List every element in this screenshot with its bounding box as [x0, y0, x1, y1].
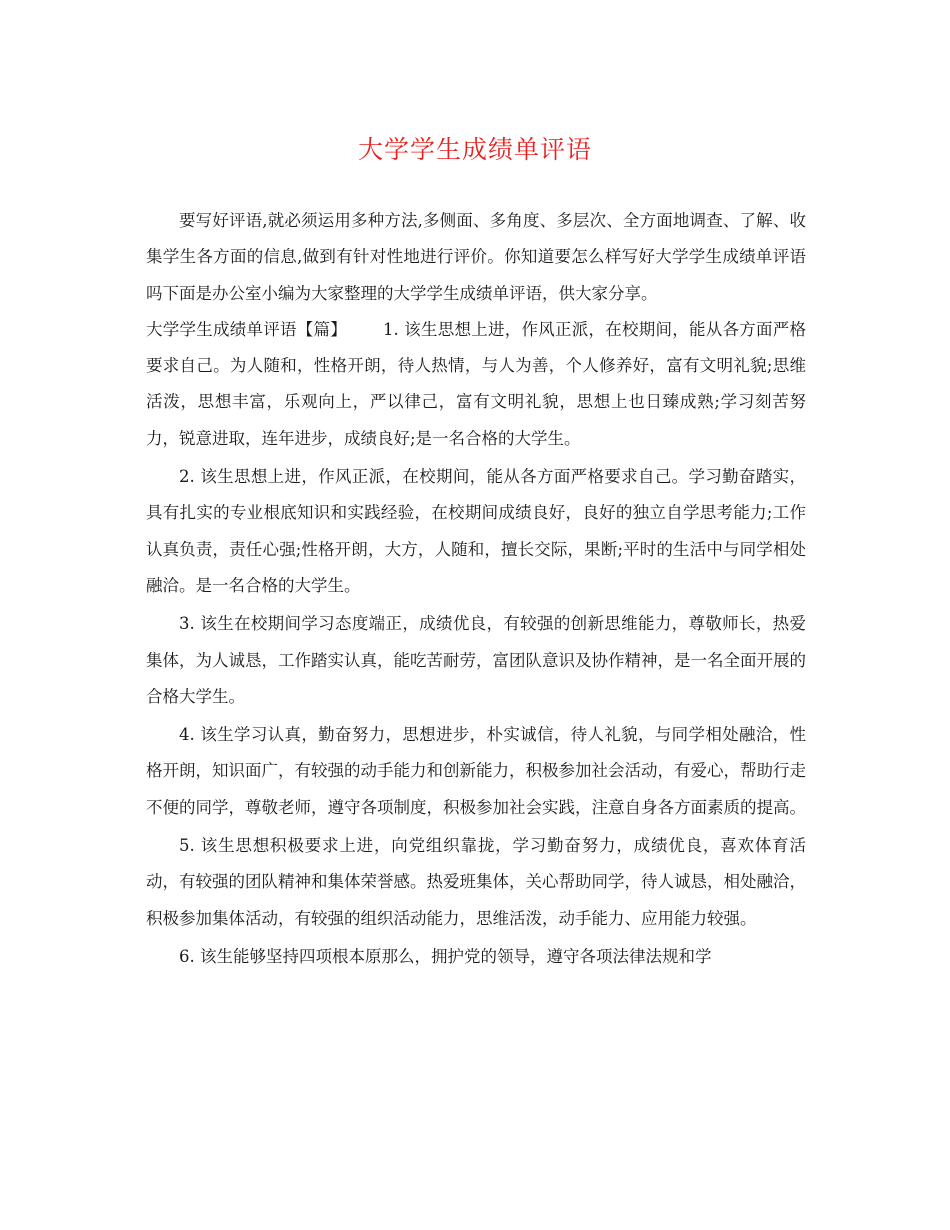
comment-item-2: 2. 该生思想上进，作风正派，在校期间，能从各方面严格要求自己。学习勤奋踏实，具有扎实的专业根底知识和实践经验，在校期间成绩良好，良好的独立自学思考能力;工作认真负责，责任心强;性格开朗，大方，人随和，擅长交际，果断;平时的生活中与同学相处融洽。是一名合格的大学生。: [146, 467, 806, 595]
section-paragraph: [146, 312, 806, 457]
section-heading: 大学学生成绩单评语【篇】: [146, 319, 347, 339]
comment-item-1: 1. 该生思想上进，作风正派，在校期间，能从各方面严格要求自己。为人随和，性格开朗，待人热情，与人为善，个人修养好，富有文明礼貌;思维活泼，思想丰富，乐观向上，严以律己，富有文明礼貌，思想上也日臻成熟;学习刻苦努力，锐意进取，连年进步，成绩良好;是一名合格的大学生。: [146, 319, 806, 448]
intro-paragraph: 要写好评语,就必须运用多种方法,多侧面、多角度、多层次、全方面地调查、了解、收集学生各方面的信息,做到有针对性地进行评价。你知道要怎么样写好大学学生成绩单评语吗下面是办公室小编为大家整理的大学学生成绩单评语，供大家分享。: [146, 211, 806, 303]
comment-item-5: 5. 该生思想积极要求上进，向党组织靠拢，学习勤奋努力，成绩优良，喜欢体育活动，有较强的团队精神和集体荣誉感。热爱班集体，关心帮助同学，待人诚恳，相处融洽，积极参加集体活动，有较强的组织活动能力，思维活泼，动手能力、应用能力较强。: [146, 836, 806, 928]
comment-item-6: 6. 该生能够坚持四项根本原那么，拥护党的领导，遵守各项法律法规和学: [179, 946, 712, 966]
document-body: [146, 203, 806, 975]
comment-item-4: 4. 该生学习认真，勤奋努力，思想进步，朴实诚信，待人礼貌，与同学相处融洽，性格开朗，知识面广，有较强的动手能力和创新能力，积极参加社会活动，有爱心，帮助行走不便的同学，尊敬老师，遵守各项制度，积极参加社会实践，注意自身各方面素质的提高。: [146, 725, 806, 817]
comment-item-3: 3. 该生在校期间学习态度端正，成绩优良，有较强的创新思维能力，尊敬师长，热爱集体，为人诚恳，工作踏实认真，能吃苦耐劳，富团队意识及协作精神，是一名全面开展的合格大学生。: [146, 614, 806, 706]
page-title: 大学学生成绩单评语: [357, 135, 592, 164]
